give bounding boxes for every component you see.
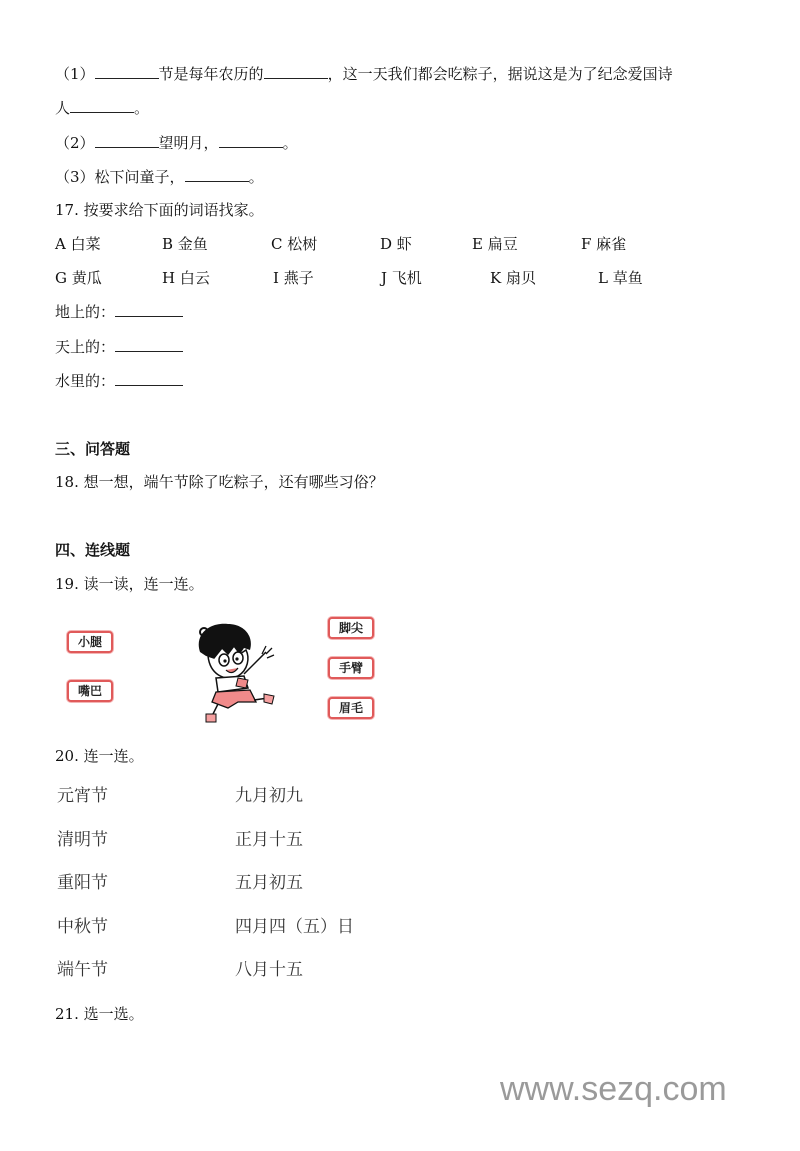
q16-item2 [55, 133, 298, 153]
category-sky [55, 337, 183, 357]
festival-item[interactable]: 中秋节 [57, 917, 108, 937]
date-item[interactable]: 八月十五 [235, 960, 303, 980]
answer-blank[interactable] [95, 64, 159, 79]
body-part-tag[interactable]: 眉毛 [328, 697, 374, 719]
q17-title: 17. 按要求给下面的词语找家。 [55, 201, 264, 219]
category-label: 天上的： [55, 338, 116, 356]
q18-title: 18. 想一想，端午节除了吃粽子，还有哪些习俗？ [55, 473, 384, 491]
festival-item[interactable]: 元宵节 [57, 786, 108, 806]
question-text: 。 [248, 168, 264, 186]
q20-title: 20. 连一连。 [55, 747, 144, 765]
q16-item1-cont [55, 98, 149, 118]
word-option: A 白菜 [55, 235, 101, 253]
category-ground [55, 302, 183, 322]
item-number: （2） [55, 134, 95, 152]
date-item[interactable]: 四月四（五）日 [235, 917, 354, 937]
answer-blank[interactable] [264, 64, 328, 79]
answer-blank[interactable] [70, 98, 134, 113]
festival-item[interactable]: 清明节 [57, 830, 108, 850]
word-option: J 飞机 [381, 269, 422, 287]
body-part-tag[interactable]: 手臂 [328, 657, 374, 679]
answer-blank[interactable] [185, 167, 249, 182]
word-option: I 燕子 [273, 269, 314, 287]
question-text: 人 [55, 99, 71, 117]
answer-blank[interactable] [95, 133, 159, 148]
word-option: K 扇贝 [490, 269, 536, 287]
item-number: （3） [55, 168, 95, 186]
word-option: F 麻雀 [581, 235, 627, 253]
answer-blank[interactable] [219, 133, 283, 148]
q16-item1 [55, 64, 673, 84]
body-part-tag[interactable]: 小腿 [67, 631, 113, 653]
q16-item3 [55, 167, 264, 187]
festival-item[interactable]: 重阳节 [57, 873, 108, 893]
word-option: L 草鱼 [598, 269, 643, 287]
body-part-tag[interactable]: 脚尖 [328, 617, 374, 639]
answer-blank[interactable] [115, 302, 183, 317]
category-water [55, 371, 183, 391]
date-item[interactable]: 正月十五 [235, 830, 303, 850]
word-option: H 白云 [162, 269, 210, 287]
category-label: 地上的： [55, 303, 116, 321]
word-option: B 金鱼 [162, 235, 208, 253]
question-text: 。 [134, 99, 150, 117]
q19-title: 19. 读一读，连一连。 [55, 575, 204, 593]
question-text: 节是每年农历的 [158, 65, 264, 83]
word-option: D 虾 [380, 235, 412, 253]
festival-item[interactable]: 端午节 [57, 960, 108, 980]
q21-title: 21. 选一选。 [55, 1005, 144, 1023]
answer-blank[interactable] [115, 337, 183, 352]
category-label: 水里的： [55, 372, 116, 390]
watermark: www.sezq.com [500, 1070, 727, 1108]
running-boy-illustration [188, 618, 278, 726]
word-option: E 扁豆 [472, 235, 518, 253]
date-item[interactable]: 五月初五 [235, 873, 303, 893]
word-option: G 黄瓜 [55, 269, 102, 287]
body-part-tag[interactable]: 嘴巴 [67, 680, 113, 702]
question-text: 。 [282, 134, 298, 152]
question-text: 望明月， [158, 134, 219, 152]
date-item[interactable]: 九月初九 [235, 786, 303, 806]
section-title: 三、问答题 [55, 440, 131, 458]
question-text: ，这一天我们都会吃粽子，据说这是为了纪念爱国诗 [327, 65, 673, 83]
question-text: 松下问童子， [94, 168, 185, 186]
word-option: C 松树 [271, 235, 318, 253]
answer-blank[interactable] [115, 371, 183, 386]
section-title: 四、连线题 [55, 541, 131, 559]
item-number: （1） [55, 65, 95, 83]
